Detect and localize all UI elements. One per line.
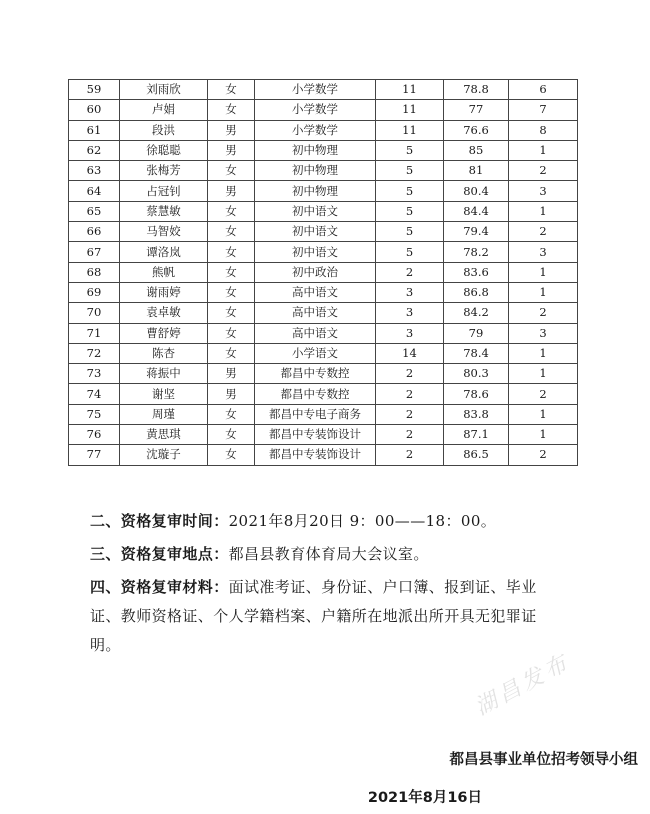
cell-number: 77 <box>69 445 120 465</box>
cell-gender: 女 <box>208 80 255 100</box>
table-row <box>69 384 578 404</box>
cell-name: 曹舒婷 <box>120 323 208 343</box>
table-row <box>69 364 578 384</box>
cell-name: 谢雨婷 <box>120 282 208 302</box>
cell-score: 84.2 <box>444 303 509 323</box>
cell-gender: 女 <box>208 404 255 424</box>
cell-gender: 女 <box>208 445 255 465</box>
cell-score: 87.1 <box>444 425 509 445</box>
table-row <box>69 242 578 262</box>
signature-org: 都昌县事业单位招考领导小组 <box>449 752 638 768</box>
cell-rank: 3 <box>509 323 578 343</box>
cell-gender: 女 <box>208 222 255 242</box>
cell-position: 高中语文 <box>255 303 376 323</box>
cell-position: 都昌中专装饰设计 <box>255 425 376 445</box>
results-table-body <box>69 80 578 466</box>
cell-quota: 5 <box>376 161 444 181</box>
cell-rank: 1 <box>509 404 578 424</box>
cell-position: 小学数学 <box>255 80 376 100</box>
cell-quota: 3 <box>376 303 444 323</box>
cell-name: 蒋振中 <box>120 364 208 384</box>
cell-gender: 女 <box>208 343 255 363</box>
cell-gender: 男 <box>208 181 255 201</box>
cell-name: 马智姣 <box>120 222 208 242</box>
cell-number: 65 <box>69 201 120 221</box>
cell-position: 都昌中专数控 <box>255 384 376 404</box>
table-row <box>69 303 578 323</box>
review-time <box>90 507 550 536</box>
signature-date: 2021年8月16日 <box>367 790 482 806</box>
cell-score: 86.5 <box>444 445 509 465</box>
cell-number: 63 <box>69 161 120 181</box>
cell-score: 81 <box>444 161 509 181</box>
results-table <box>68 79 578 466</box>
cell-quota: 3 <box>376 282 444 302</box>
watermark-stamp: 湖昌发布 <box>471 649 575 721</box>
cell-rank: 6 <box>509 80 578 100</box>
review-time-heading: 二、资格复审时间： <box>90 512 229 530</box>
cell-gender: 男 <box>208 140 255 160</box>
cell-score: 83.8 <box>444 404 509 424</box>
cell-position: 小学数学 <box>255 120 376 140</box>
cell-rank: 7 <box>509 100 578 120</box>
cell-score: 77 <box>444 100 509 120</box>
cell-position: 高中语文 <box>255 323 376 343</box>
cell-score: 79.4 <box>444 222 509 242</box>
cell-position: 都昌中专数控 <box>255 364 376 384</box>
cell-rank: 2 <box>509 303 578 323</box>
cell-position: 初中语文 <box>255 201 376 221</box>
review-place-text: 都昌县教育体育局大会议室。 <box>228 545 429 563</box>
cell-quota: 2 <box>376 445 444 465</box>
cell-rank: 2 <box>509 445 578 465</box>
table-row <box>69 404 578 424</box>
table-row <box>69 323 578 343</box>
cell-score: 78.6 <box>444 384 509 404</box>
cell-number: 71 <box>69 323 120 343</box>
cell-number: 70 <box>69 303 120 323</box>
cell-name: 张梅芳 <box>120 161 208 181</box>
table-row <box>69 161 578 181</box>
review-materials-text: 面试准考证、身份证、户口簿、报到证、毕业证、教师资格证、个人学籍档案、户籍所在地派出所开具无犯罪证明。 <box>90 578 537 654</box>
cell-name: 熊帆 <box>120 262 208 282</box>
cell-number: 59 <box>69 80 120 100</box>
cell-quota: 5 <box>376 201 444 221</box>
cell-number: 76 <box>69 425 120 445</box>
cell-number: 66 <box>69 222 120 242</box>
review-materials-heading: 四、资格复审材料： <box>90 578 229 596</box>
cell-gender: 男 <box>208 384 255 404</box>
cell-gender: 女 <box>208 425 255 445</box>
cell-rank: 1 <box>509 140 578 160</box>
table-row <box>69 425 578 445</box>
cell-name: 谢坚 <box>120 384 208 404</box>
cell-name: 徐聪聪 <box>120 140 208 160</box>
cell-name: 段洪 <box>120 120 208 140</box>
cell-rank: 2 <box>509 161 578 181</box>
cell-number: 61 <box>69 120 120 140</box>
cell-number: 64 <box>69 181 120 201</box>
cell-rank: 1 <box>509 343 578 363</box>
cell-gender: 男 <box>208 120 255 140</box>
cell-gender: 女 <box>208 201 255 221</box>
cell-position: 小学语文 <box>255 343 376 363</box>
cell-score: 79 <box>444 323 509 343</box>
cell-number: 62 <box>69 140 120 160</box>
table-row <box>69 343 578 363</box>
cell-score: 86.8 <box>444 282 509 302</box>
cell-score: 84.4 <box>444 201 509 221</box>
cell-score: 85 <box>444 140 509 160</box>
cell-position: 都昌中专装饰设计 <box>255 445 376 465</box>
cell-rank: 2 <box>509 384 578 404</box>
cell-position: 初中语文 <box>255 242 376 262</box>
cell-quota: 14 <box>376 343 444 363</box>
cell-quota: 2 <box>376 425 444 445</box>
cell-rank: 8 <box>509 120 578 140</box>
cell-score: 76.6 <box>444 120 509 140</box>
cell-rank: 1 <box>509 425 578 445</box>
cell-quota: 5 <box>376 222 444 242</box>
cell-name: 蔡慧敏 <box>120 201 208 221</box>
cell-quota: 5 <box>376 140 444 160</box>
cell-name: 沈璇子 <box>120 445 208 465</box>
cell-rank: 1 <box>509 282 578 302</box>
cell-name: 刘雨欣 <box>120 80 208 100</box>
table-row <box>69 120 578 140</box>
cell-number: 60 <box>69 100 120 120</box>
cell-number: 75 <box>69 404 120 424</box>
review-place-heading: 三、资格复审地点： <box>90 545 229 563</box>
cell-gender: 女 <box>208 161 255 181</box>
table-row <box>69 201 578 221</box>
cell-name: 黄思琪 <box>120 425 208 445</box>
cell-score: 80.3 <box>444 364 509 384</box>
cell-score: 80.4 <box>444 181 509 201</box>
cell-gender: 女 <box>208 282 255 302</box>
cell-name: 卢娟 <box>120 100 208 120</box>
cell-name: 占冠钊 <box>120 181 208 201</box>
cell-name: 袁卓敏 <box>120 303 208 323</box>
cell-gender: 女 <box>208 323 255 343</box>
cell-quota: 5 <box>376 242 444 262</box>
cell-position: 初中物理 <box>255 161 376 181</box>
cell-gender: 女 <box>208 262 255 282</box>
cell-rank: 1 <box>509 201 578 221</box>
cell-number: 67 <box>69 242 120 262</box>
cell-quota: 11 <box>376 100 444 120</box>
table-row <box>69 282 578 302</box>
cell-position: 高中语文 <box>255 282 376 302</box>
cell-gender: 女 <box>208 303 255 323</box>
table-row <box>69 140 578 160</box>
cell-rank: 2 <box>509 222 578 242</box>
cell-rank: 3 <box>509 181 578 201</box>
table-row <box>69 445 578 465</box>
cell-name: 周瑾 <box>120 404 208 424</box>
cell-position: 初中语文 <box>255 222 376 242</box>
cell-gender: 女 <box>208 242 255 262</box>
cell-gender: 男 <box>208 364 255 384</box>
cell-number: 68 <box>69 262 120 282</box>
table-row <box>69 181 578 201</box>
cell-position: 初中物理 <box>255 140 376 160</box>
cell-number: 73 <box>69 364 120 384</box>
cell-quota: 11 <box>376 80 444 100</box>
cell-gender: 女 <box>208 100 255 120</box>
cell-number: 69 <box>69 282 120 302</box>
cell-position: 都昌中专电子商务 <box>255 404 376 424</box>
cell-name: 陈杏 <box>120 343 208 363</box>
cell-quota: 2 <box>376 404 444 424</box>
cell-score: 83.6 <box>444 262 509 282</box>
cell-quota: 2 <box>376 364 444 384</box>
cell-position: 初中政治 <box>255 262 376 282</box>
cell-number: 74 <box>69 384 120 404</box>
table-row <box>69 262 578 282</box>
review-time-text: 2021年8月20日 9：00——18：00。 <box>228 512 497 530</box>
cell-score: 78.4 <box>444 343 509 363</box>
cell-position: 初中物理 <box>255 181 376 201</box>
review-place <box>90 540 550 569</box>
cell-rank: 3 <box>509 242 578 262</box>
cell-number: 72 <box>69 343 120 363</box>
cell-quota: 2 <box>376 262 444 282</box>
cell-rank: 1 <box>509 364 578 384</box>
cell-rank: 1 <box>509 262 578 282</box>
table-row <box>69 222 578 242</box>
cell-score: 78.2 <box>444 242 509 262</box>
cell-quota: 11 <box>376 120 444 140</box>
cell-position: 小学数学 <box>255 100 376 120</box>
table-row <box>69 100 578 120</box>
review-materials <box>90 573 558 660</box>
cell-score: 78.8 <box>444 80 509 100</box>
table-row <box>69 80 578 100</box>
cell-name: 谭洛岚 <box>120 242 208 262</box>
cell-quota: 3 <box>376 323 444 343</box>
cell-quota: 2 <box>376 384 444 404</box>
cell-quota: 5 <box>376 181 444 201</box>
